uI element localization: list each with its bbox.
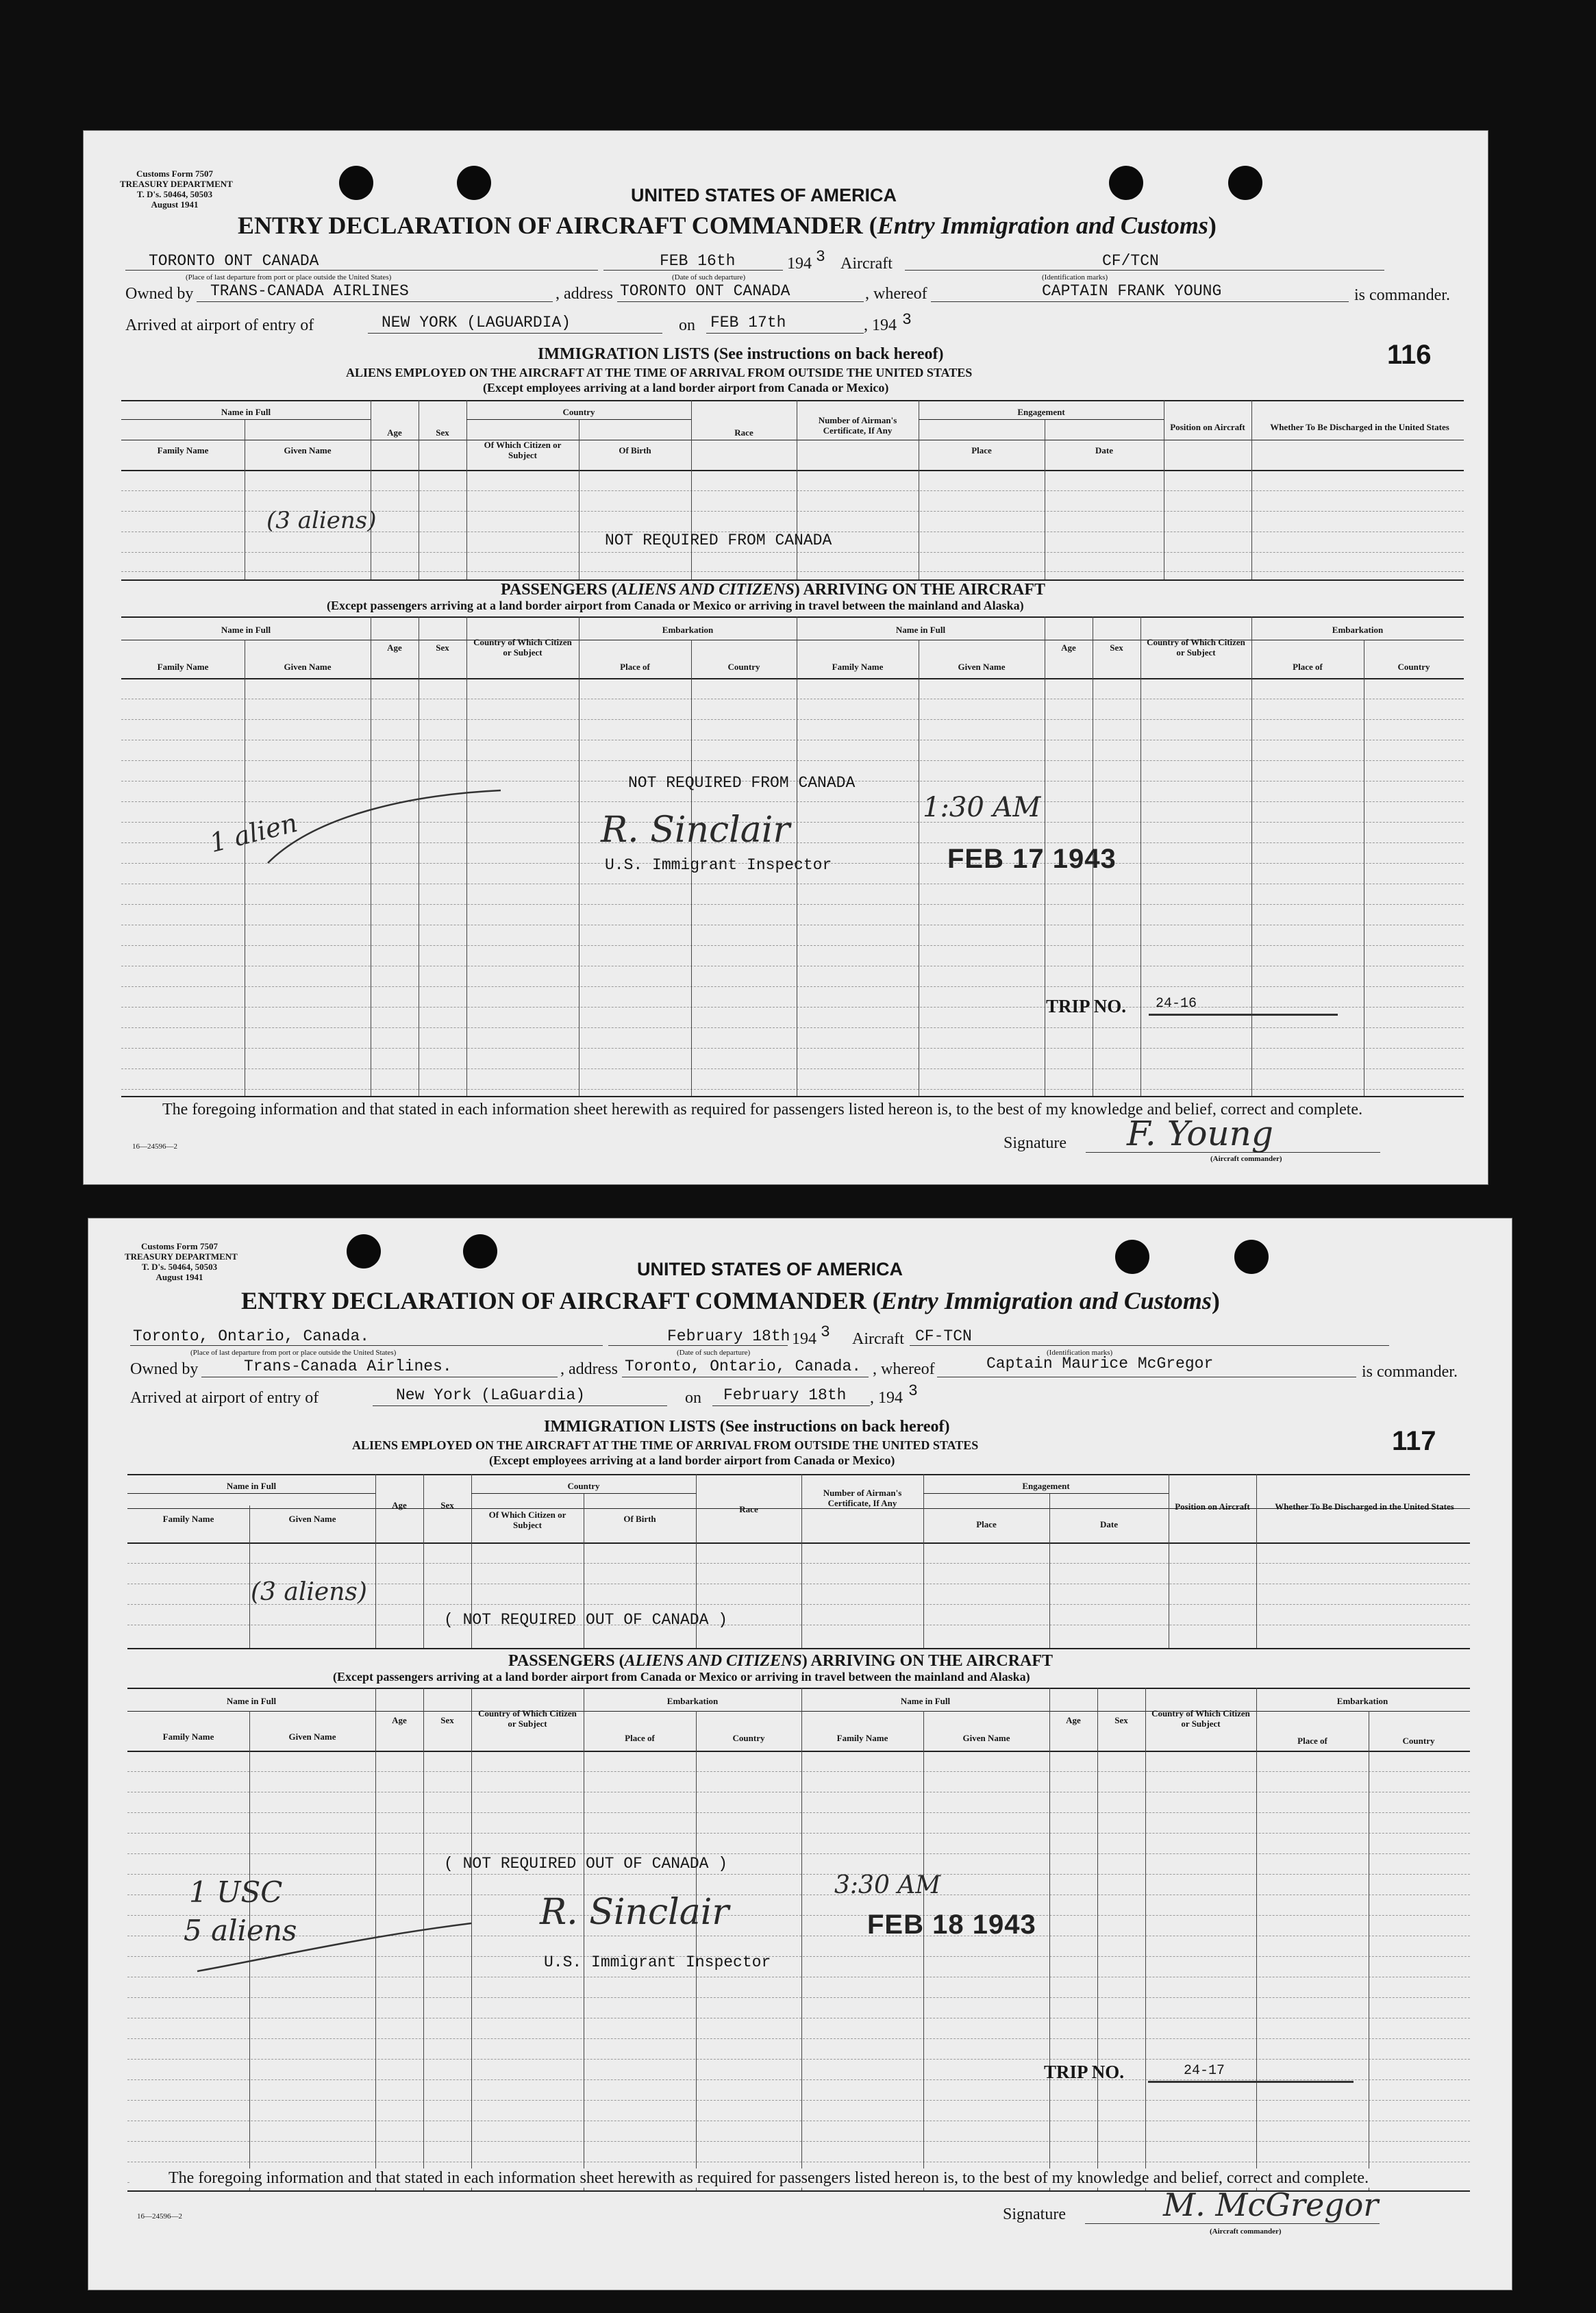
commander-name: Captain Maurice McGregor bbox=[986, 1355, 1214, 1373]
address-label: , address bbox=[560, 1360, 618, 1378]
punch-hole bbox=[1234, 1240, 1269, 1274]
form-code: 16—24596—2 bbox=[137, 2212, 182, 2221]
pass-col-place: Place of bbox=[620, 662, 650, 672]
form-issue-date: August 1941 bbox=[155, 1272, 203, 1282]
form-dept: TREASURY DEPARTMENT bbox=[125, 1251, 238, 1262]
departure-date: February 18th bbox=[667, 1327, 790, 1345]
aliens-title: ALIENS EMPLOYED ON THE AIRCRAFT AT THE TIME OF ARRIVAL FROM OUTSIDE THE UNITED STATES bbox=[346, 366, 973, 379]
crew-col-name-full: Name in Full bbox=[226, 1481, 277, 1491]
departure-caption: (Place of last departure from port or place outside the United States) bbox=[186, 273, 392, 282]
pass-col-name-full-2: Name in Full bbox=[900, 1696, 951, 1706]
pass-col-embarkation-2: Embarkation bbox=[1332, 625, 1384, 635]
pass-col-given-2: Given Name bbox=[962, 1733, 1010, 1743]
aircraft-label: Aircraft bbox=[852, 1330, 904, 1348]
punch-hole bbox=[1115, 1240, 1149, 1274]
pass-col-age-2: Age bbox=[1061, 642, 1076, 653]
crew-col-age: Age bbox=[392, 1500, 407, 1510]
arrival-year-digit: 3 bbox=[902, 311, 912, 329]
crew-col-sex: Sex bbox=[440, 1500, 454, 1510]
passengers-title-b: ) ARRIVING ON THE AIRCRAFT bbox=[801, 1652, 1053, 1670]
trip-number: 24-16 bbox=[1156, 996, 1197, 1012]
passengers-subtitle: (Except passengers arriving at a land border airport from Canada or Mexico or arriving in travel between the mainland and Alaska) bbox=[333, 1670, 1030, 1684]
pass-handwritten-note: 1 alien bbox=[206, 807, 301, 859]
year-digit: 3 bbox=[821, 1323, 830, 1341]
pass-col-country: Country bbox=[727, 662, 760, 672]
time-note: 3:30 AM bbox=[834, 1871, 941, 1899]
aliens-subtitle: (Except employees arriving at a land border airport from Canada or Mexico) bbox=[489, 1453, 895, 1467]
declaration-form-116 bbox=[83, 130, 1488, 1185]
crew-col-country: Country bbox=[562, 407, 595, 417]
pass-not-required-note: NOT REQUIRED FROM CANADA bbox=[628, 774, 856, 792]
title-end: ) bbox=[1211, 1287, 1220, 1314]
on-label: on bbox=[685, 1389, 701, 1407]
crew-col-date: Date bbox=[1100, 1519, 1118, 1529]
title-italic: Entry Immigration and Customs bbox=[877, 212, 1208, 239]
is-commander-label: is commander. bbox=[1362, 1363, 1458, 1381]
pass-col-family-2: Family Name bbox=[836, 1733, 888, 1743]
country-heading: UNITED STATES OF AMERICA bbox=[631, 185, 897, 205]
pass-col-embarkation: Embarkation bbox=[666, 1696, 719, 1706]
pass-col-embarkation: Embarkation bbox=[662, 625, 714, 635]
owner-value: TRANS-CANADA AIRLINES bbox=[210, 282, 409, 300]
declaration-text: The foregoing information and that stated in each information sheet herewith as required for passengers listed hereon is, to the best of my knowledge and belief, correct and complete. bbox=[162, 1101, 1363, 1118]
pass-col-given: Given Name bbox=[284, 662, 332, 672]
airport-value: NEW YORK (LAGUARDIA) bbox=[382, 314, 571, 332]
crew-col-given: Given Name bbox=[288, 1514, 336, 1524]
trip-label: TRIP NO. bbox=[1044, 2062, 1125, 2082]
pass-col-sex: Sex bbox=[440, 1715, 454, 1725]
crew-col-citizen: Of Which Citizen or Subject bbox=[488, 1510, 566, 1530]
title-main: ENTRY DECLARATION OF AIRCRAFT COMMANDER ( bbox=[241, 1287, 881, 1314]
crew-col-name-full: Name in Full bbox=[221, 407, 271, 417]
inspector-signature: R. Sinclair bbox=[601, 810, 790, 851]
time-note: 1:30 AM bbox=[923, 792, 1041, 823]
form-title bbox=[238, 211, 1217, 240]
year-prefix: 194 bbox=[787, 255, 812, 273]
punch-hole bbox=[1228, 166, 1262, 200]
crew-col-discharged: Whether To Be Discharged in the United States bbox=[1270, 422, 1449, 432]
pass-col-place-2: Place of bbox=[1293, 662, 1323, 672]
pass-not-required-note: ( NOT REQUIRED OUT OF CANADA ) bbox=[444, 1855, 728, 1873]
title-end: ) bbox=[1208, 212, 1217, 239]
departure-caption: (Place of last departure from port or place outside the United States) bbox=[190, 1349, 397, 1357]
pass-col-sex: Sex bbox=[436, 642, 449, 653]
arrival-year-prefix: , 194 bbox=[870, 1389, 903, 1407]
arrival-year-digit: 3 bbox=[908, 1382, 918, 1400]
passengers-title bbox=[508, 1652, 1053, 1671]
crew-col-position: Position on Aircraft bbox=[1175, 1501, 1250, 1512]
address-value: Toronto, Ontario, Canada. bbox=[625, 1358, 862, 1375]
pass-col-age: Age bbox=[387, 642, 402, 653]
crew-col-place: Place bbox=[971, 445, 992, 455]
passengers-title-a: PASSENGERS ( bbox=[501, 581, 617, 599]
crew-col-birth: Of Birth bbox=[623, 1514, 656, 1524]
passengers-title-b: ) ARRIVING ON THE AIRCRAFT bbox=[794, 581, 1046, 599]
ident-caption: (Identification marks) bbox=[1047, 1349, 1113, 1357]
passengers-title-italic: ALIENS AND CITIZENS bbox=[616, 581, 795, 599]
crew-col-certificate: Number of Airman's Certificate, If Any bbox=[823, 1488, 902, 1508]
pass-col-country-2: Country bbox=[1397, 662, 1430, 672]
passengers-subtitle: (Except passengers arriving at a land border airport from Canada or Mexico or arriving in travel between the mainland and Alaska) bbox=[327, 599, 1024, 612]
aliens-title: ALIENS EMPLOYED ON THE AIRCRAFT AT THE TIME OF ARRIVAL FROM OUTSIDE THE UNITED STATES bbox=[352, 1438, 979, 1452]
airport-value: New York (LaGuardia) bbox=[396, 1386, 586, 1404]
aircraft-marks: CF/TCN bbox=[1102, 252, 1159, 270]
arrival-year-prefix: , 194 bbox=[864, 316, 897, 334]
crew-col-sex: Sex bbox=[436, 427, 449, 438]
pass-col-sex-2: Sex bbox=[1114, 1715, 1128, 1725]
pass-col-given: Given Name bbox=[288, 1731, 336, 1742]
punch-hole bbox=[347, 1234, 381, 1268]
departure-date: FEB 16th bbox=[660, 252, 736, 270]
trip-number: 24-17 bbox=[1184, 2063, 1225, 2079]
crew-handwritten-note: (3 aliens) bbox=[266, 507, 377, 534]
pass-col-age-2: Age bbox=[1066, 1715, 1081, 1725]
passengers-title-italic: ALIENS AND CITIZENS bbox=[624, 1652, 802, 1670]
pass-col-country-2: Country bbox=[1402, 1736, 1435, 1746]
address-value: TORONTO ONT CANADA bbox=[620, 282, 790, 300]
pass-handwritten-note-2: 5 aliens bbox=[184, 1914, 297, 1947]
pass-col-family: Family Name bbox=[162, 1731, 214, 1742]
crew-col-country: Country bbox=[567, 1481, 600, 1491]
arrival-date: February 18th bbox=[723, 1386, 847, 1404]
form-title bbox=[241, 1286, 1220, 1315]
crew-col-age: Age bbox=[387, 427, 402, 438]
pass-col-citizen: Country of Which Citizen or Subject bbox=[478, 1708, 577, 1729]
crew-col-discharged: Whether To Be Discharged in the United States bbox=[1275, 1501, 1454, 1512]
immigration-lists-title: IMMIGRATION LISTS (See instructions on back hereof) bbox=[538, 345, 944, 363]
handwritten-stroke bbox=[261, 788, 508, 870]
date-stamp: FEB 17 1943 bbox=[947, 844, 1117, 874]
aircraft-commander-caption: (Aircraft commander) bbox=[1210, 2227, 1282, 2236]
pass-col-family-2: Family Name bbox=[832, 662, 884, 672]
title-main: ENTRY DECLARATION OF AIRCRAFT COMMANDER ( bbox=[238, 212, 877, 239]
pass-col-name-full: Name in Full bbox=[221, 625, 271, 635]
arrival-date: FEB 17th bbox=[710, 314, 786, 332]
inspector-title: U.S. Immigrant Inspector bbox=[605, 856, 832, 874]
form-id-block bbox=[125, 1241, 238, 1282]
pass-handwritten-note-1: 1 USC bbox=[189, 1875, 283, 1909]
whereof-label: , whereof bbox=[873, 1360, 935, 1378]
crew-not-required-note: ( NOT REQUIRED OUT OF CANADA ) bbox=[444, 1611, 728, 1629]
punch-hole bbox=[463, 1234, 497, 1268]
whereof-label: , whereof bbox=[865, 285, 927, 303]
aliens-subtitle: (Except employees arriving at a land border airport from Canada or Mexico) bbox=[483, 381, 889, 395]
arrived-label: Arrived at airport of entry of bbox=[130, 1389, 319, 1407]
year-digit: 3 bbox=[816, 248, 825, 266]
aircraft-label: Aircraft bbox=[840, 255, 893, 273]
crew-col-engagement: Engagement bbox=[1022, 1481, 1070, 1491]
form-code: 16—24596—2 bbox=[132, 1142, 177, 1151]
commander-name: CAPTAIN FRANK YOUNG bbox=[1042, 282, 1222, 300]
crew-col-place: Place bbox=[976, 1519, 997, 1529]
pass-col-name-full: Name in Full bbox=[226, 1696, 277, 1706]
date-caption: (Date of such departure) bbox=[677, 1349, 751, 1357]
punch-hole bbox=[457, 166, 491, 200]
on-label: on bbox=[679, 316, 695, 334]
sheet-number: 116 bbox=[1387, 340, 1432, 370]
form-issue-date: August 1941 bbox=[151, 199, 199, 210]
pass-col-place-2: Place of bbox=[1297, 1736, 1327, 1746]
crew-col-birth: Of Birth bbox=[619, 445, 651, 455]
pass-col-country: Country bbox=[732, 1733, 765, 1743]
crew-col-race: Race bbox=[734, 427, 753, 438]
crew-handwritten-note: (3 aliens) bbox=[251, 1578, 367, 1606]
passengers-title-a: PASSENGERS ( bbox=[508, 1652, 625, 1670]
handwritten-stroke bbox=[190, 1916, 478, 1978]
title-italic: Entry Immigration and Customs bbox=[880, 1287, 1212, 1314]
country-heading: UNITED STATES OF AMERICA bbox=[637, 1259, 903, 1279]
crew-col-family: Family Name bbox=[162, 1514, 214, 1524]
form-number: Customs Form 7507 bbox=[136, 168, 213, 179]
year-prefix: 194 bbox=[792, 1330, 816, 1348]
crew-col-certificate: Number of Airman's Certificate, If Any bbox=[818, 415, 897, 436]
date-stamp: FEB 18 1943 bbox=[867, 1910, 1036, 1940]
departure-place: Toronto, Ontario, Canada. bbox=[133, 1327, 370, 1345]
date-caption: (Date of such departure) bbox=[672, 273, 746, 282]
crew-col-family: Family Name bbox=[157, 445, 209, 455]
pass-col-citizen: Country of Which Citizen or Subject bbox=[473, 637, 572, 658]
is-commander-label: is commander. bbox=[1354, 286, 1450, 304]
owned-label: Owned by bbox=[130, 1360, 199, 1378]
aircraft-marks: CF-TCN bbox=[915, 1327, 972, 1345]
pass-col-name-full-2: Name in Full bbox=[895, 625, 946, 635]
form-td: T. D's. 50464, 50503 bbox=[136, 189, 213, 199]
pass-col-citizen-2: Country of Which Citizen or Subject bbox=[1147, 637, 1245, 658]
pass-col-citizen-2: Country of Which Citizen or Subject bbox=[1151, 1708, 1250, 1729]
declaration-form-117 bbox=[88, 1218, 1512, 2290]
crew-not-required-note: NOT REQUIRED FROM CANADA bbox=[605, 532, 832, 549]
address-label: , address bbox=[556, 285, 613, 303]
arrived-label: Arrived at airport of entry of bbox=[125, 316, 314, 334]
punch-hole bbox=[1109, 166, 1143, 200]
immigration-lists-title: IMMIGRATION LISTS (See instructions on back hereof) bbox=[544, 1418, 950, 1436]
inspector-title: U.S. Immigrant Inspector bbox=[544, 1953, 771, 1971]
crew-col-engagement: Engagement bbox=[1017, 407, 1065, 417]
pass-col-place: Place of bbox=[625, 1733, 655, 1743]
passengers-title bbox=[501, 581, 1045, 599]
pass-col-sex-2: Sex bbox=[1110, 642, 1123, 653]
trip-label: TRIP NO. bbox=[1046, 996, 1127, 1016]
signature-label: Signature bbox=[1003, 2205, 1066, 2223]
ident-caption: (Identification marks) bbox=[1042, 273, 1108, 282]
punch-hole bbox=[339, 166, 373, 200]
departure-place: TORONTO ONT CANADA bbox=[149, 252, 319, 270]
commander-signature: M. McGregor bbox=[1163, 2186, 1379, 2223]
pass-col-family: Family Name bbox=[157, 662, 209, 672]
inspector-signature: R. Sinclair bbox=[540, 1892, 730, 1933]
crew-col-date: Date bbox=[1095, 445, 1113, 455]
form-number: Customs Form 7507 bbox=[141, 1241, 218, 1251]
owner-value: Trans-Canada Airlines. bbox=[244, 1358, 452, 1375]
crew-col-race: Race bbox=[739, 1504, 758, 1514]
declaration-text: The foregoing information and that stated in each information sheet herewith as required for passengers listed hereon is, to the best of my knowledge and belief, correct and complete. bbox=[130, 2168, 1473, 2188]
owned-label: Owned by bbox=[125, 285, 194, 303]
aircraft-commander-caption: (Aircraft commander) bbox=[1210, 1155, 1282, 1163]
form-td: T. D's. 50464, 50503 bbox=[141, 1262, 218, 1272]
pass-col-age: Age bbox=[392, 1715, 407, 1725]
crew-col-position: Position on Aircraft bbox=[1170, 422, 1245, 432]
form-dept: TREASURY DEPARTMENT bbox=[120, 179, 233, 189]
pass-col-embarkation-2: Embarkation bbox=[1336, 1696, 1388, 1706]
signature-label: Signature bbox=[1003, 1134, 1067, 1152]
pass-col-given-2: Given Name bbox=[958, 662, 1006, 672]
crew-col-citizen: Of Which Citizen or Subject bbox=[484, 440, 562, 460]
commander-signature: F. Young bbox=[1127, 1114, 1273, 1153]
sheet-number: 117 bbox=[1392, 1426, 1436, 1456]
form-id-block bbox=[120, 168, 233, 210]
crew-col-given: Given Name bbox=[284, 445, 332, 455]
